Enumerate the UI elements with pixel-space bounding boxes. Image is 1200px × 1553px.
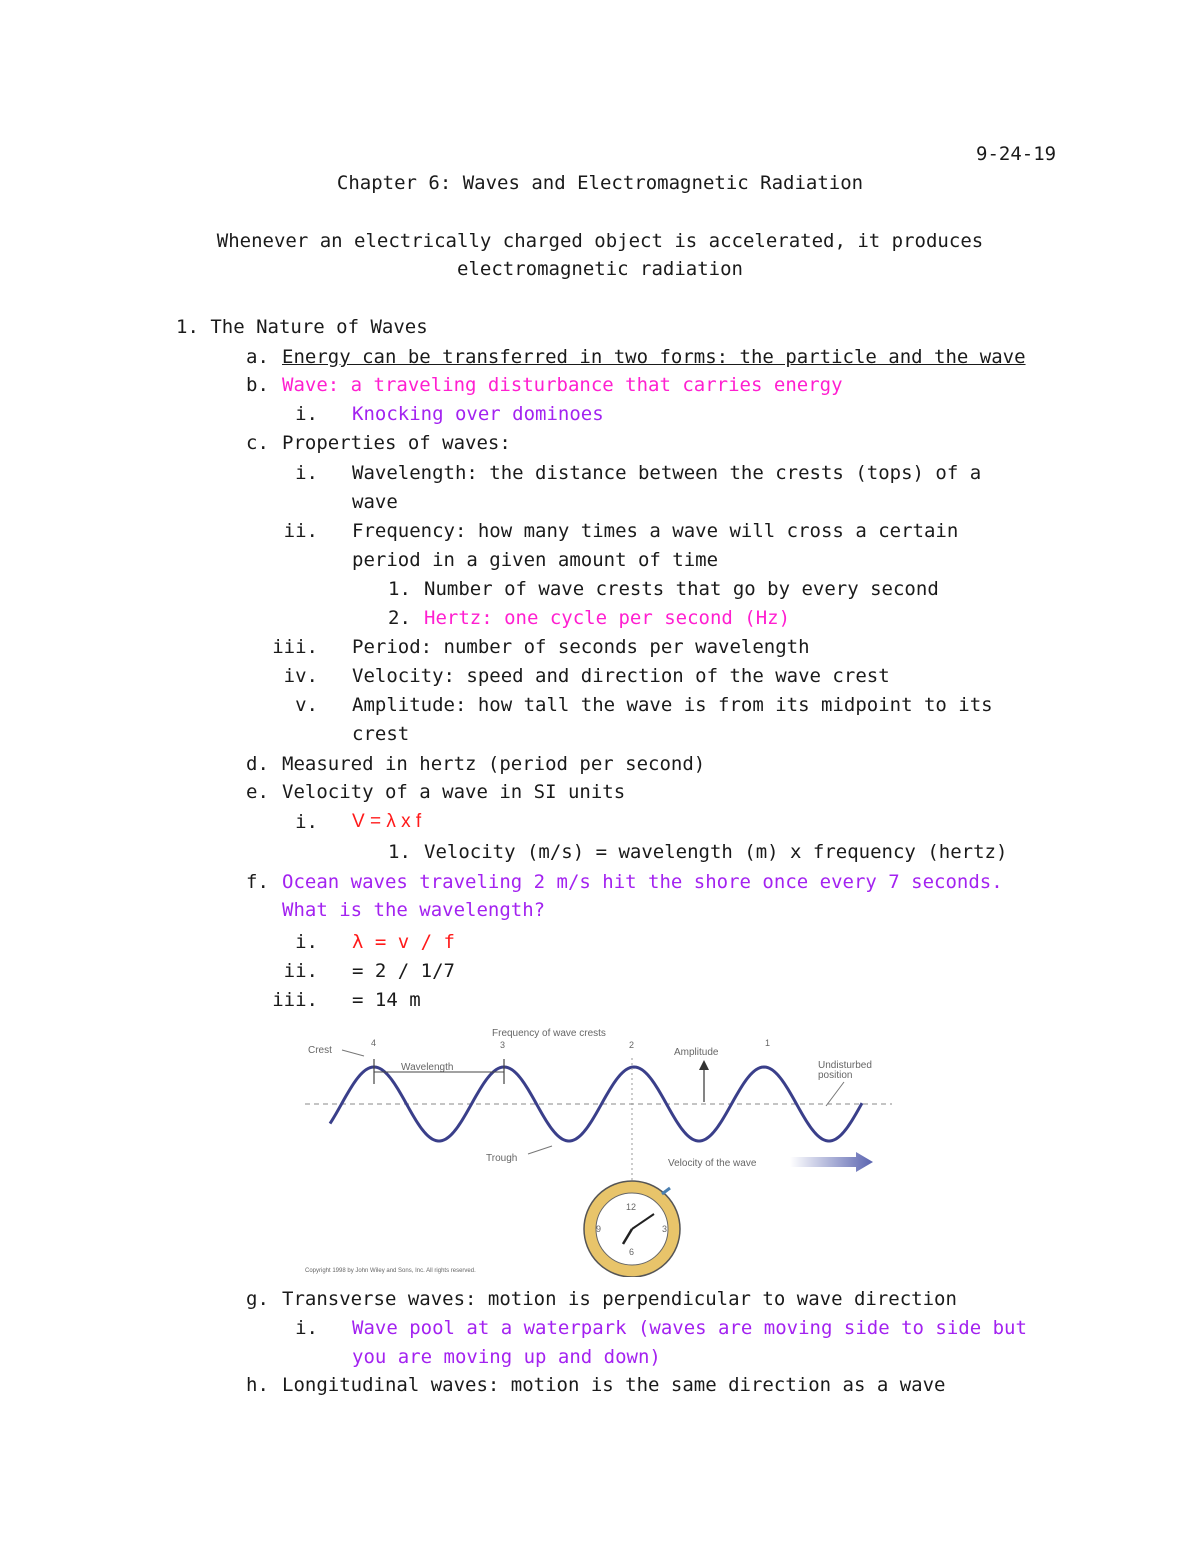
item-c-i-marker: i.: [295, 462, 318, 484]
velocity-arrow: [790, 1152, 873, 1172]
clock-number-3: 3: [662, 1224, 668, 1234]
item-f-ii-marker: ii.: [283, 960, 318, 982]
item-c-marker: c.: [246, 432, 269, 454]
item-e-i-1-text: Velocity (m/s) = wavelength (m) x frequency (hertz): [424, 841, 1008, 863]
item-g-text: Transverse waves: motion is perpendicular to wave direction: [282, 1288, 957, 1310]
item-h-marker: h.: [246, 1374, 269, 1396]
velocity-label: Velocity of the wave: [668, 1158, 757, 1169]
item-f-text-2: What is the wavelength?: [282, 899, 546, 921]
item-c-i-text: Wavelength: the distance between the crests (tops) of a: [352, 462, 982, 484]
item-f-i-formula: λ = v / f: [352, 931, 455, 953]
item-g-i-text: Wave pool at a waterpark (waves are moving side to side but: [352, 1317, 1027, 1339]
undisturbed-label-1: Undisturbed: [818, 1060, 872, 1071]
item-c-v-text-2: crest: [352, 723, 410, 745]
intro-line-2: electromagnetic radiation: [457, 258, 743, 280]
wave-diagram: [300, 1022, 900, 1277]
item-g-i-text-2: you are moving up and down): [352, 1346, 661, 1368]
crest-number-4: 4: [371, 1038, 377, 1048]
item-a-marker: a.: [246, 346, 269, 368]
item-c-ii-marker: ii.: [283, 520, 318, 542]
date: 9-24-19: [976, 143, 1057, 165]
wavelength-label: Wavelength: [401, 1062, 454, 1073]
trough-pointer: [528, 1146, 552, 1154]
item-c-ii-2-text: Hertz: one cycle per second (Hz): [424, 607, 791, 629]
amplitude-label: Amplitude: [674, 1047, 719, 1058]
undisturbed-pointer: [826, 1082, 844, 1106]
item-b-text: Wave: a traveling disturbance that carries energy: [282, 374, 843, 396]
item-e-i-marker: i.: [295, 811, 318, 833]
item-d-marker: d.: [246, 753, 269, 775]
item-c-v-marker: v.: [295, 694, 318, 716]
crest-number-1: 1: [765, 1038, 771, 1048]
trough-label: Trough: [486, 1153, 518, 1164]
crest-pointer: [342, 1050, 364, 1056]
clock-number-9: 9: [596, 1224, 602, 1234]
section-1-title: The Nature of Waves: [210, 316, 428, 338]
crest-label: Crest: [308, 1045, 332, 1056]
item-g-marker: g.: [246, 1288, 269, 1310]
item-e-i-1-marker: 1.: [388, 841, 411, 863]
figure-header: Frequency of wave crests: [492, 1028, 606, 1039]
item-c-iii-marker: iii.: [272, 636, 318, 658]
clock-number-12: 12: [626, 1202, 637, 1212]
item-b-i-marker: i.: [295, 403, 318, 425]
item-c-text: Properties of waves:: [282, 432, 511, 454]
item-f-iii-marker: iii.: [272, 989, 318, 1011]
item-f-marker: f.: [246, 871, 269, 893]
item-f-iii-text: = 14 m: [352, 989, 421, 1011]
item-c-ii-text-2: period in a given amount of time: [352, 549, 719, 571]
item-b-marker: b.: [246, 374, 269, 396]
item-c-v-text: Amplitude: how tall the wave is from its midpoint to its: [352, 694, 993, 716]
section-1: [176, 314, 428, 340]
item-c-ii-1-text: Number of wave crests that go by every second: [424, 578, 939, 600]
item-c-iv-text: Velocity: speed and direction of the wave crest: [352, 665, 890, 687]
item-c-ii-text: Frequency: how many times a wave will cross a certain: [352, 520, 959, 542]
item-f-ii-text: = 2 / 1/7: [352, 960, 455, 982]
item-c-i-text-2: wave: [352, 491, 398, 513]
undisturbed-label-2: position: [818, 1070, 853, 1081]
item-c-iv-marker: iv.: [283, 665, 318, 687]
item-e-i-formula: V = λ x f: [352, 811, 422, 832]
item-f-i-marker: i.: [295, 931, 318, 953]
crest-number-2: 2: [629, 1040, 635, 1050]
item-f-text: Ocean waves traveling 2 m/s hit the shore once every 7 seconds.: [282, 871, 1003, 893]
item-g-i-marker: i.: [295, 1317, 318, 1339]
item-e-text: Velocity of a wave in SI units: [282, 781, 626, 803]
item-c-ii-1-marker: 1.: [388, 578, 411, 600]
intro-line-1: Whenever an electrically charged object is accelerated, it produces: [216, 230, 984, 252]
item-d-text: Measured in hertz (period per second): [282, 753, 706, 775]
item-e-marker: e.: [246, 781, 269, 803]
figure-copyright: Copyright 1998 by John Wiley and Sons, Inc. All rights reserved.: [305, 1268, 476, 1274]
item-c-ii-2-marker: 2.: [388, 607, 411, 629]
crest-number-3: 3: [500, 1040, 506, 1050]
item-h-text: Longitudinal waves: motion is the same direction as a wave: [282, 1374, 946, 1396]
item-c-iii-text: Period: number of seconds per wavelength: [352, 636, 810, 658]
amplitude-arrow-head: [699, 1060, 709, 1070]
clock-number-6: 6: [629, 1247, 635, 1257]
item-b-i-text: Knocking over dominoes: [352, 403, 604, 425]
page-title: Chapter 6: Waves and Electromagnetic Radiation: [336, 172, 864, 194]
section-1-marker: 1.: [176, 316, 199, 338]
item-a-text: Energy can be transferred in two forms: the particle and the wave: [282, 346, 1026, 368]
